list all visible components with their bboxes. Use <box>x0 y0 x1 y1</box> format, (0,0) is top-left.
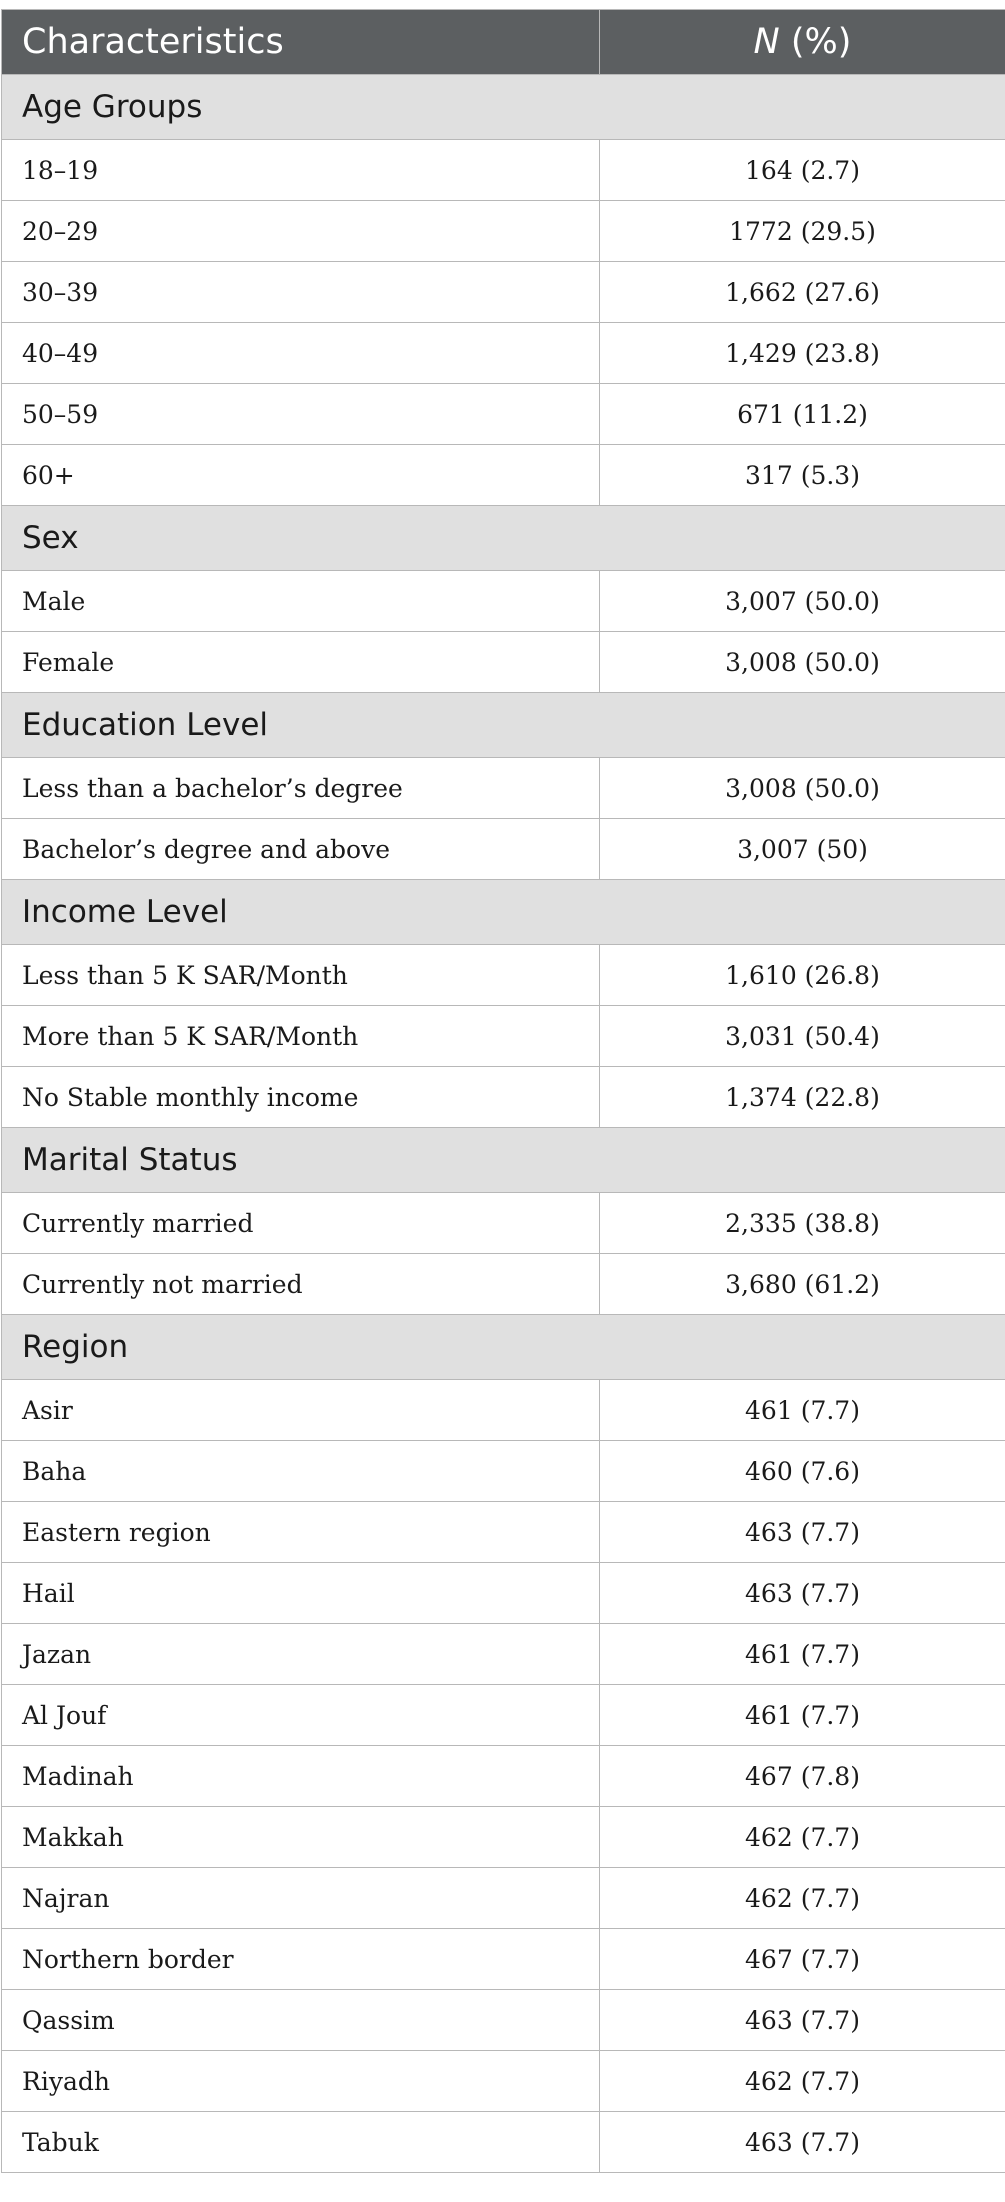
row-value: 3,680 (61.2) <box>600 1254 1005 1315</box>
section-title: Education Level <box>2 693 1005 758</box>
section-header-row <box>2 1128 1005 1193</box>
row-label: Northern border <box>2 1929 600 1990</box>
row-label: Hail <box>2 1563 600 1624</box>
table-header-row <box>2 10 1005 75</box>
row-value: 463 (7.7) <box>600 1502 1005 1563</box>
section-header-row <box>2 506 1005 571</box>
table-row <box>2 1502 1005 1563</box>
row-label: Bachelor’s degree and above <box>2 819 600 880</box>
table-row <box>2 2051 1005 2112</box>
row-value: 461 (7.7) <box>600 1380 1005 1441</box>
table-row <box>2 1380 1005 1441</box>
row-label: Currently not married <box>2 1254 600 1315</box>
row-value: 1,662 (27.6) <box>600 262 1005 323</box>
row-value: 467 (7.7) <box>600 1929 1005 1990</box>
row-value: 3,008 (50.0) <box>600 632 1005 693</box>
characteristics-table <box>1 9 1005 2173</box>
row-value: 463 (7.7) <box>600 1563 1005 1624</box>
row-label: Baha <box>2 1441 600 1502</box>
table-row <box>2 445 1005 506</box>
table-row <box>2 1868 1005 1929</box>
row-label: Madinah <box>2 1746 600 1807</box>
table-row <box>2 819 1005 880</box>
row-value: 317 (5.3) <box>600 445 1005 506</box>
row-label: Asir <box>2 1380 600 1441</box>
row-label: Male <box>2 571 600 632</box>
table-row <box>2 262 1005 323</box>
table-row <box>2 1254 1005 1315</box>
row-value: 3,031 (50.4) <box>600 1006 1005 1067</box>
row-label: Less than 5 K SAR/Month <box>2 945 600 1006</box>
row-value: 2,335 (38.8) <box>600 1193 1005 1254</box>
row-label: 20–29 <box>2 201 600 262</box>
table-row <box>2 1193 1005 1254</box>
table-row <box>2 1746 1005 1807</box>
row-label: Female <box>2 632 600 693</box>
section-header-row <box>2 880 1005 945</box>
header-characteristics: Characteristics <box>2 10 600 75</box>
row-value: 460 (7.6) <box>600 1441 1005 1502</box>
row-value: 463 (7.7) <box>600 1990 1005 2051</box>
row-label: Tabuk <box>2 2112 600 2173</box>
table-row <box>2 1067 1005 1128</box>
row-label: More than 5 K SAR/Month <box>2 1006 600 1067</box>
row-value: 461 (7.7) <box>600 1685 1005 1746</box>
row-label: No Stable monthly income <box>2 1067 600 1128</box>
row-value: 462 (7.7) <box>600 1807 1005 1868</box>
table-row <box>2 1807 1005 1868</box>
table-row <box>2 201 1005 262</box>
row-label: 40–49 <box>2 323 600 384</box>
table-row <box>2 323 1005 384</box>
row-label: Currently married <box>2 1193 600 1254</box>
row-label: Makkah <box>2 1807 600 1868</box>
section-title: Age Groups <box>2 75 1005 140</box>
row-value: 3,007 (50.0) <box>600 571 1005 632</box>
section-header-row <box>2 693 1005 758</box>
row-value: 463 (7.7) <box>600 2112 1005 2173</box>
table-row <box>2 384 1005 445</box>
table-row <box>2 945 1005 1006</box>
row-value: 1,429 (23.8) <box>600 323 1005 384</box>
row-label: 30–39 <box>2 262 600 323</box>
section-title: Marital Status <box>2 1128 1005 1193</box>
row-label: 18–19 <box>2 140 600 201</box>
table-row <box>2 1006 1005 1067</box>
row-label: Najran <box>2 1868 600 1929</box>
section-header-row <box>2 75 1005 140</box>
table-row <box>2 140 1005 201</box>
row-value: 467 (7.8) <box>600 1746 1005 1807</box>
header-n: N <box>753 22 780 62</box>
row-label: Less than a bachelor’s degree <box>2 758 600 819</box>
section-title: Income Level <box>2 880 1005 945</box>
row-value: 462 (7.7) <box>600 1868 1005 1929</box>
header-percent: (%) <box>779 22 852 62</box>
section-header-row <box>2 1315 1005 1380</box>
row-label: 50–59 <box>2 384 600 445</box>
row-value: 1772 (29.5) <box>600 201 1005 262</box>
table-row <box>2 758 1005 819</box>
row-value: 1,374 (22.8) <box>600 1067 1005 1128</box>
row-value: 1,610 (26.8) <box>600 945 1005 1006</box>
table-body <box>2 75 1005 2173</box>
row-label: 60+ <box>2 445 600 506</box>
row-value: 462 (7.7) <box>600 2051 1005 2112</box>
section-title: Region <box>2 1315 1005 1380</box>
row-label: Riyadh <box>2 2051 600 2112</box>
table-row <box>2 2112 1005 2173</box>
table-row <box>2 1685 1005 1746</box>
row-value: 164 (2.7) <box>600 140 1005 201</box>
row-value: 3,007 (50) <box>600 819 1005 880</box>
table-row <box>2 1990 1005 2051</box>
table-row <box>2 571 1005 632</box>
row-value: 671 (11.2) <box>600 384 1005 445</box>
header-n-percent <box>600 10 1005 75</box>
row-value: 3,008 (50.0) <box>600 758 1005 819</box>
row-value: 461 (7.7) <box>600 1624 1005 1685</box>
table-row <box>2 632 1005 693</box>
table-row <box>2 1563 1005 1624</box>
row-label: Jazan <box>2 1624 600 1685</box>
row-label: Qassim <box>2 1990 600 2051</box>
row-label: Eastern region <box>2 1502 600 1563</box>
section-title: Sex <box>2 506 1005 571</box>
table-row <box>2 1929 1005 1990</box>
table-row <box>2 1441 1005 1502</box>
row-label: Al Jouf <box>2 1685 600 1746</box>
table-row <box>2 1624 1005 1685</box>
